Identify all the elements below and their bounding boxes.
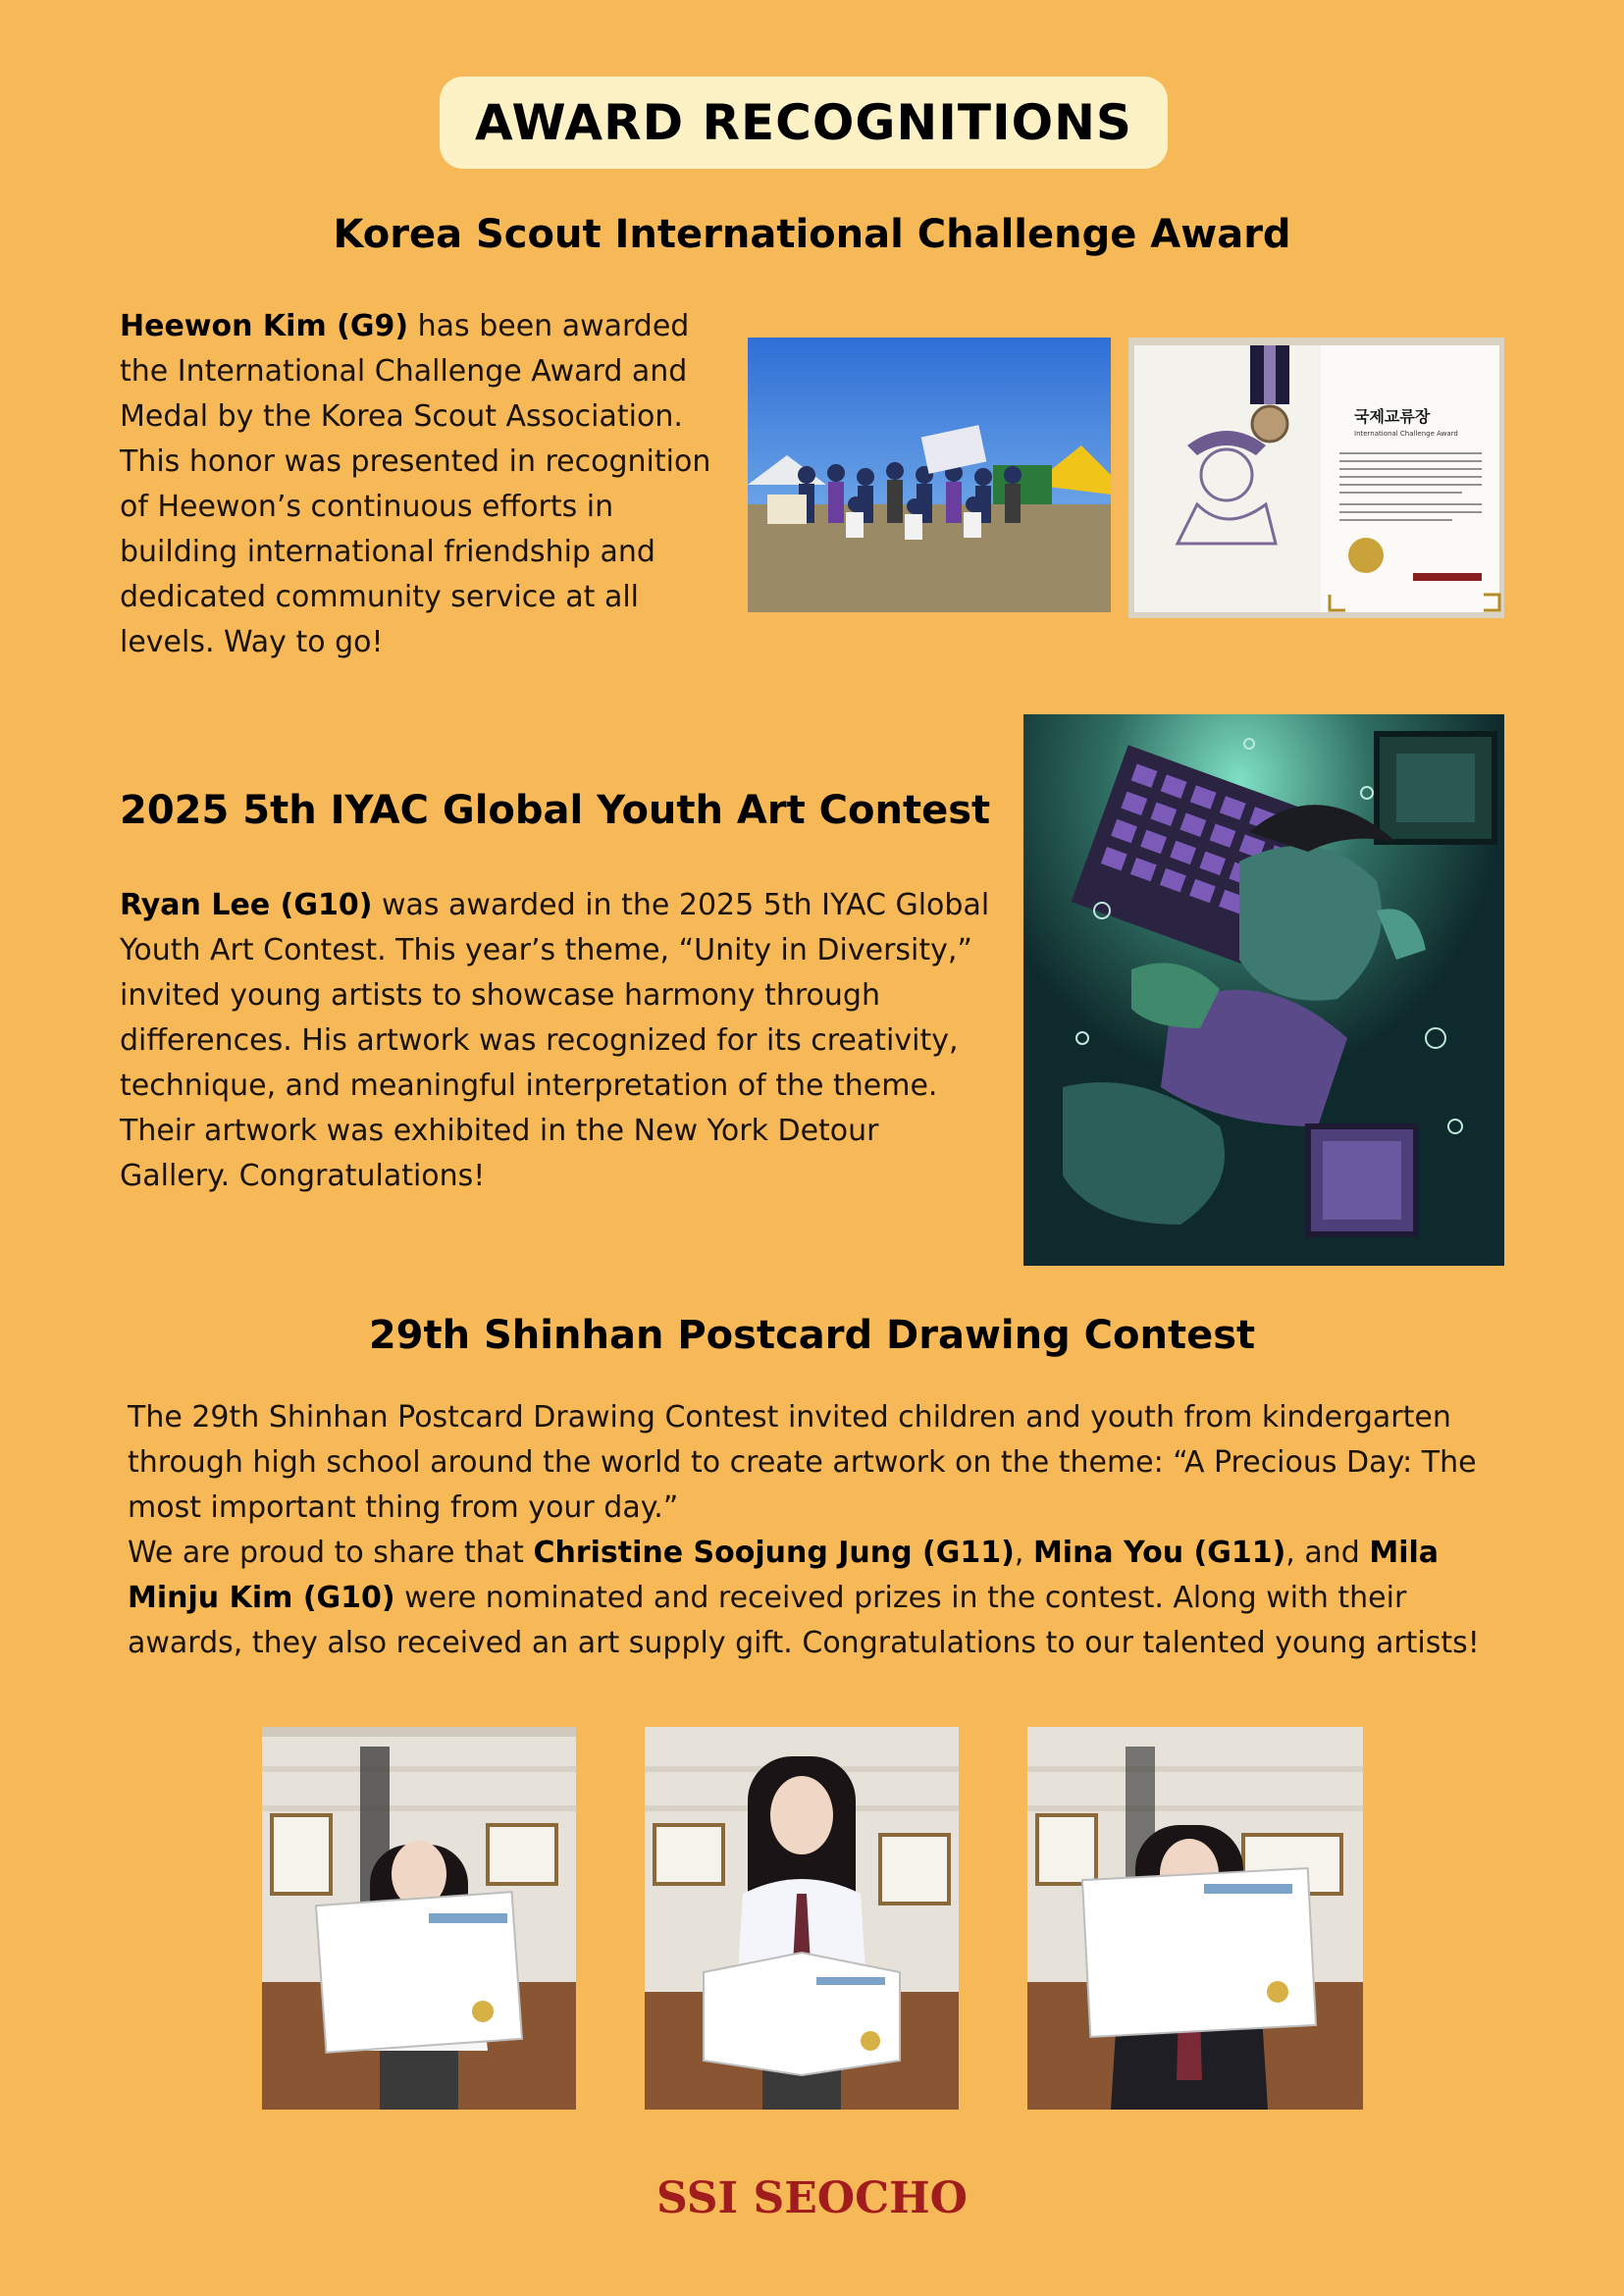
scout-student-name: Heewon Kim (G9) xyxy=(120,309,409,343)
separator-1: , xyxy=(1014,1536,1033,1570)
scout-certificate-photo xyxy=(1128,338,1504,618)
page-title: AWARD RECOGNITIONS xyxy=(475,94,1132,151)
shinhan-contest-title: 29th Shinhan Postcard Drawing Contest xyxy=(368,1313,1256,1358)
shinhan-contest-text xyxy=(128,1395,1501,1666)
shinhan-intro: We are proud to share that xyxy=(128,1536,534,1570)
iyac-award-title: 2025 5th IYAC Global Youth Art Contest xyxy=(120,788,991,833)
separator-2: , and xyxy=(1285,1536,1370,1570)
student-photo-2 xyxy=(645,1727,959,2110)
certificate-title-korean: 국제교류장 xyxy=(1354,407,1431,426)
iyac-artwork-image xyxy=(1023,714,1504,1266)
certificate-title-english: International Challenge Award xyxy=(1354,430,1458,438)
student-photo-1 xyxy=(262,1727,576,2110)
scout-award-title: Korea Scout International Challenge Award xyxy=(333,212,1291,257)
student-name-1: Christine Soojung Jung (G11) xyxy=(533,1536,1015,1570)
scout-award-description: has been awarded the International Challenge Award and Medal by the Korea Scout Association. This honor was presented in recognition of Heewon’s continuous efforts in building international friendship and dedicated community service at all levels. Way to go! xyxy=(120,309,711,659)
shinhan-paragraph-1: The 29th Shinhan Postcard Drawing Contest invited children and youth from kindergarten through high school around the world to create artwork on the theme: “A Precious Day: The most important thing from your day.” xyxy=(128,1400,1477,1525)
shinhan-paragraph-2 xyxy=(128,1531,1501,1666)
scout-award-text xyxy=(120,304,718,665)
student-name-2: Mina You (G11) xyxy=(1032,1536,1286,1570)
header-banner xyxy=(440,77,1168,169)
school-logo-text: SSI SEOCHO xyxy=(655,2173,969,2223)
shinhan-closing: were nominated and received prizes in the contest. Along with their awards, they also received an art supply gift. Congratulations to our talented young artists! xyxy=(128,1581,1480,1660)
iyac-award-description: was awarded in the 2025 5th IYAC Global Youth Art Contest. This year’s theme, “Unity in Diversity,” invited young artists to showcase harmony through differences. His artwork was recognized for its creativity, technique, and meaningful interpretation of the theme. Their artwork was exhibited in the New York Detour Gallery. Congratulations! xyxy=(120,888,990,1193)
iyac-award-text xyxy=(120,883,998,1199)
scout-group-photo xyxy=(748,338,1111,612)
iyac-student-name: Ryan Lee (G10) xyxy=(120,888,373,922)
student-name-3: Mila Minju Kim (G10) xyxy=(128,1536,1440,1615)
student-photo-3 xyxy=(1027,1727,1363,2110)
